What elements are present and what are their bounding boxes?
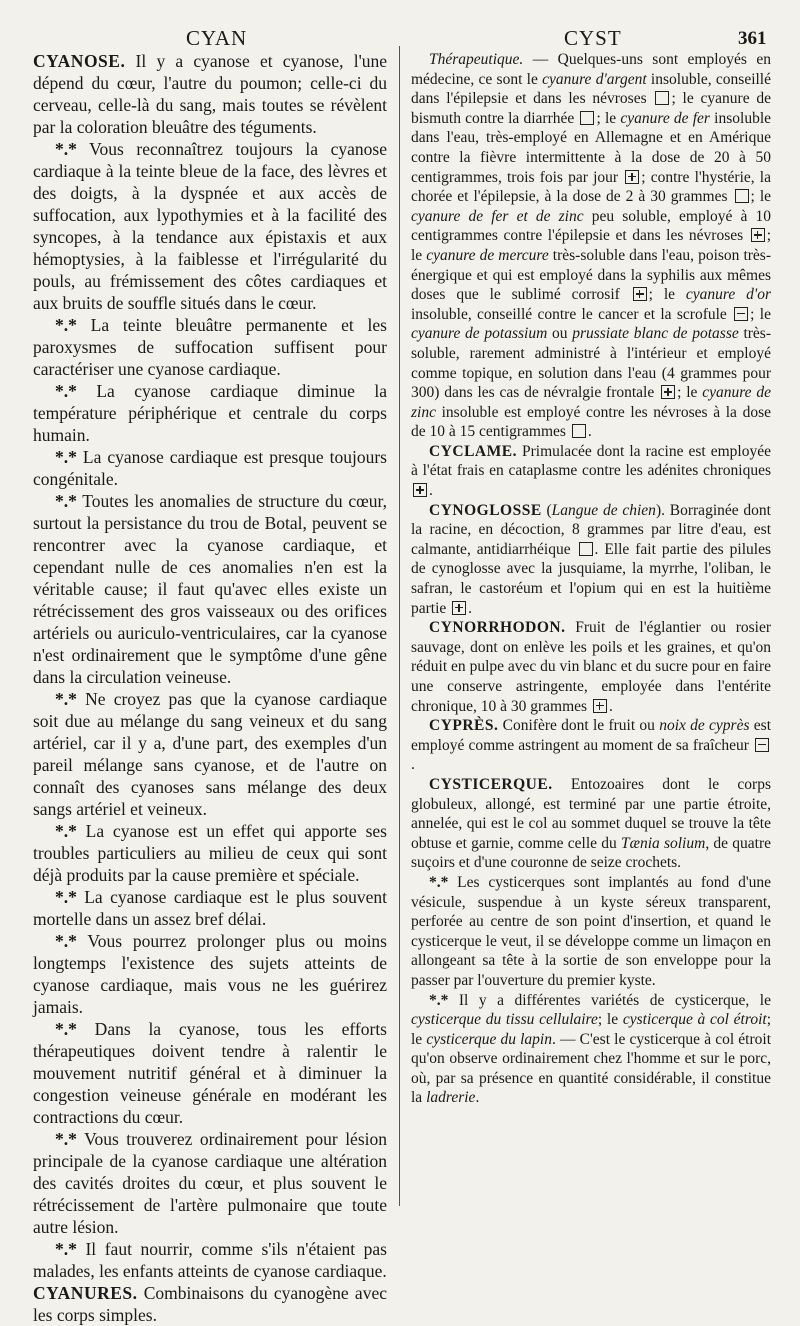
entry-paragraph: [33, 314, 387, 380]
page-number: 361: [738, 28, 767, 49]
asterism-marker: *.*: [55, 887, 77, 907]
entry-headword: CYCLAME.: [429, 442, 517, 460]
italic-term: cyanure de potassium: [411, 325, 548, 343]
dose-square-symbol-icon: [572, 424, 586, 438]
asterism-marker: *.*: [55, 821, 77, 841]
paragraph-text: insoluble, conseillé contre le cancer et la scrofule: [411, 305, 733, 323]
entry-paragraph: [33, 1282, 387, 1326]
italic-term: ladrerie: [426, 1089, 476, 1107]
paragraph-text: ; le: [750, 188, 771, 206]
running-head-left: CYAN: [186, 26, 248, 50]
paragraph-text: très-soluble, rarement administré à l'intérieur et employé comme topique, en solution dans l'eau (4 grammes pour 300) dans les cas de névralgie frontale: [411, 325, 772, 402]
asterism-marker: *.*: [429, 991, 449, 1009]
paragraph-text: Combinaisons du cyanogène avec les corps simples.: [33, 1283, 387, 1325]
paragraph-text: ; contre l'hystérie, la chorée et l'épilepsie, à la dose de 2 à 30 grammes: [411, 168, 771, 206]
column-divider: [399, 46, 400, 1206]
paragraph-text: ; le: [597, 1011, 623, 1029]
italic-term: cyanure de zinc: [411, 384, 771, 421]
italic-term: cysticerque du lapin: [426, 1030, 552, 1048]
cysticerque-paragraph: [411, 873, 771, 991]
dose-square-symbol-icon: [580, 111, 594, 125]
entry-paragraph: [33, 930, 387, 1018]
dose-plus-symbol-icon: [625, 170, 639, 184]
paragraph-text: Il y a différentes variétés de cysticerque, le: [448, 991, 771, 1009]
asterism-marker: *.*: [55, 315, 77, 335]
paragraph-text: .: [608, 697, 613, 715]
paragraph-text: ; le: [677, 384, 703, 402]
paragraph-text: ; le: [411, 1011, 771, 1048]
entry-paragraph: [33, 820, 387, 886]
paragraph-text: peu soluble, employé à 10 centigrammes contre l'épilepsie et dans les névroses: [411, 207, 772, 245]
entry-cynoglosse: [411, 501, 771, 619]
entry-cysticerque: [411, 775, 771, 873]
paragraph-text: Il faut nourrir, comme s'ils n'étaient pas malades, les enfants atteints de cyanose cardiaque.: [33, 1239, 387, 1281]
italic-term: Thérapeutique.: [429, 51, 524, 68]
paragraph-text: La cyanose est un effet qui apporte ses troubles particuliers au milieu de ceux qui sont déjà produits par la cause première et spéciale.: [33, 821, 387, 885]
entry-headword: CYNOGLOSSE: [429, 501, 542, 519]
entry-paragraph: [33, 1018, 387, 1128]
entry-paragraph: [33, 886, 387, 930]
asterism-marker: *.*: [55, 491, 77, 511]
paragraph-text: ; le: [596, 109, 621, 127]
therapeutique-paragraph: [411, 50, 771, 442]
paragraph-text: — Quelques-uns sont employés en médecine, ce sont le: [411, 51, 771, 88]
dose-minus-symbol-icon: [734, 307, 748, 321]
paragraph-text: Dans la cyanose, tous les efforts thérapeutiques doivent tendre à ralentir le mouvement nutritif général et à diminuer la congestion veineuse générale en modérant les contractions du cœur.: [33, 1019, 387, 1127]
paragraph-text: .: [468, 599, 473, 617]
italic-term: cyanure d'argent: [542, 70, 647, 88]
italic-term: cyanure d'or: [685, 286, 771, 304]
paragraph-text: Vous reconnaîtrez toujours la cyanose cardiaque à la teinte bleue de la face, des lèvres et des doigts, à la dyspnée et aux accès de suffocation, aux lypothymies et à la facilité des syncopes, à la tendance aux épistaxis et aux hémoptysies, à la faiblesse et l'irrégularité du pouls, au frémissement des côtes cardiaques et aux bruits de souffle situés dans le cœur.: [33, 139, 387, 313]
paragraph-text: insoluble est employé contre les névroses à la dose de 10 à 15 centigrammes: [411, 403, 771, 441]
asterism-marker: *.*: [55, 689, 77, 709]
running-head-right: CYST: [564, 26, 622, 50]
entry-paragraph: [33, 1128, 387, 1238]
entry-paragraph: [33, 380, 387, 446]
italic-term: cyanure de fer et de zinc: [411, 207, 584, 225]
paragraph-text: , de quatre suçoirs et d'une couronne de seize crochets.: [411, 834, 771, 872]
left-column: [33, 50, 387, 1326]
entry-paragraph: [33, 688, 387, 820]
paragraph-text: La cyanose cardiaque diminue la température périphérique et centrale du corps humain.: [33, 381, 387, 445]
dose-plus-symbol-icon: [452, 601, 466, 615]
paragraph-text: La cyanose cardiaque est le plus souvent mortelle dans un assez bref délai.: [33, 887, 387, 929]
italic-term: Tænia solium: [620, 834, 706, 852]
paragraph-text: ; le: [648, 286, 686, 304]
italic-term: cysticerque à col étroit: [622, 1011, 767, 1029]
entry-cyclame: [411, 442, 771, 501]
dose-square-symbol-icon: [579, 542, 593, 556]
entry-cypres: [411, 716, 771, 775]
asterism-marker: *.*: [55, 1019, 77, 1039]
paragraph-text: Il y a cyanose et cyanose, l'une dépend du cœur, l'autre du poumon; celle-ci du cerveau, celle-là du sang, mais toutes se révèlent par la coloration bleuâtre des téguments.: [33, 51, 387, 137]
asterism-marker: *.*: [55, 931, 77, 951]
entry-paragraph: [33, 50, 387, 138]
entry-paragraph: [33, 1238, 387, 1282]
italic-term: cyanure de mercure: [426, 246, 549, 264]
paragraph-text: Fruit de l'églantier ou rosier sauvage, dont on enlève les poils et les graines, et qu'on réduit en pulpe avec du vin blanc et du sucre pour en faire une conserve astringente, employée dans l'entérite chronique, 10 à 30 grammes: [411, 619, 771, 715]
right-column: [411, 50, 771, 1108]
paragraph-text: . — C'est le cysticerque à col étroit qu'on observe ordinairement chez l'homme et sur le porc, où, par sa présence en quantité considérable, il constitue la: [411, 1030, 772, 1107]
entry-headword: CYNORRHODON.: [429, 619, 566, 637]
paragraph-text: Entozoaires dont le corps globuleux, allongé, est terminé par une partie étroite, annelée, qui est le col au sommet duquel se trouve la tête obtuse et garnie, comme celle du: [411, 775, 771, 852]
italic-term: noix de cyprès: [659, 717, 750, 735]
italic-term: cyanure de fer: [620, 109, 710, 127]
dose-plus-symbol-icon: [633, 287, 647, 301]
paragraph-text: .: [429, 482, 433, 500]
paragraph-text: Vous pourrez prolonger plus ou moins longtemps l'existence des sujets atteints de cyanose cardiaque, mais vous ne les guérirez jamais.: [33, 931, 387, 1017]
dose-square-symbol-icon: [655, 91, 669, 105]
paragraph-text: ; le cyanure de bismuth contre la diarrhée: [411, 90, 771, 127]
paragraph-text: très-soluble dans l'eau, poison très-énergique et qui est employé dans la syphilis aux mêmes doses que le sublimé corrosif: [411, 246, 771, 304]
entry-paragraph: [33, 490, 387, 688]
paragraph-text: . Elle fait partie des pilules de cynoglosse avec la jusquiame, la myrrhe, l'oliban, le safran, le castoréum et l'opium qui en est la huitième partie: [411, 540, 771, 617]
asterism-marker: *.*: [55, 447, 77, 467]
paragraph-text: insoluble, conseillé dans l'épilepsie et dans les névroses: [411, 70, 771, 108]
italic-term: prussiate blanc de potasse: [572, 325, 739, 343]
asterism-marker: *.*: [55, 381, 77, 401]
entry-paragraph: [33, 446, 387, 490]
asterism-marker: *.*: [55, 1239, 77, 1259]
entry-headword: CYANURES.: [33, 1283, 138, 1303]
paragraph-text: Ne croyez pas que la cyanose cardiaque soit due au mélange du sang veineux et du sang artériel, car il y a, d'une part, des exemples d'un pareil mélange sans cyanose, et de l'autre on connaît des cyanoses sans mélange des deux sangs artériel et veineux.: [33, 689, 387, 819]
paragraph-text: ; le: [750, 305, 771, 323]
dose-plus-symbol-icon: [413, 483, 427, 497]
entry-paragraph: [33, 138, 387, 314]
paragraph-text: ou: [547, 325, 573, 343]
paragraph-text: insoluble dans l'eau, très-employé en Allemagne et en Amérique contre la fièvre intermittente à la dose de 20 à 50 centigrammes, trois fois par jour: [411, 109, 772, 186]
paragraph-text: (: [541, 501, 552, 519]
paragraph-text: Toutes les anomalies de structure du cœur, surtout la persistance du trou de Botal, peuvent se rencontrer avec la cyanose cardiaque, et cependant nulle de ces anomalies n'en est la véritable cause; il faut qu'avec elles existe un rétrécissement des gros vaisseaux ou des orifices artériels ou auriculo-ventriculaires, car la cyanose n'est ordinairement que le symptôme d'une gêne dans la circulation veineuse.: [33, 491, 387, 687]
asterism-marker: *.*: [55, 1129, 77, 1149]
dose-plus-symbol-icon: [751, 228, 765, 242]
asterism-marker: *.*: [55, 139, 77, 159]
paragraph-text: Les cysticerques sont implantés au fond d'une vésicule, suspendue à un kyste séreux transparent, perforée au centre de son point d'insertion, et quand le cysticerque le veut, il se développe comme un limaçon en allongeant sa tête à la sortie de son enveloppe pour la passer par l'ouverture du premier kyste.: [411, 873, 771, 989]
dose-plus-symbol-icon: [661, 385, 675, 399]
paragraph-text: Primulacée dont la racine est employée à l'état frais en cataplasme contre les adénites chroniques: [411, 442, 771, 480]
paragraph-text: ). Borraginée dont la racine, en décoction, 8 grammes par litre d'eau, est calmante, antidiarrhéique: [411, 501, 771, 558]
paragraph-text: Vous trouverez ordinairement pour lésion principale de la cyanose cardiaque une altération des cavités droites du cœur, et plus souvent le rétrécissement de l'artère pulmonaire que toute autre lésion.: [33, 1129, 387, 1237]
paragraph-text: Conifère dont le fruit ou: [498, 717, 660, 735]
paragraph-text: .: [587, 423, 592, 441]
italic-term: cysticerque du tissu cellulaire: [411, 1011, 598, 1029]
paragraph-text: La cyanose cardiaque est presque toujours congénitale.: [33, 447, 387, 489]
entry-cynorrhodon: [411, 618, 771, 716]
italic-term: Langue de chien: [551, 501, 656, 519]
entry-headword: CYSTICERQUE.: [429, 775, 553, 793]
paragraph-text: est employé comme astringent au moment de sa fraîcheur: [411, 717, 772, 754]
paragraph-text: La teinte bleuâtre permanente et les paroxysmes de suffocation suffisent pour caractériser une cyanose cardiaque.: [33, 315, 387, 379]
entry-headword: CYANOSE.: [33, 51, 126, 71]
dose-minus-symbol-icon: [755, 738, 769, 752]
dose-plus-symbol-icon: [593, 699, 607, 713]
asterism-marker: *.*: [429, 873, 449, 891]
paragraph-text: .: [411, 756, 415, 774]
paragraph-text: .: [475, 1089, 480, 1107]
paragraph-text: ; le: [411, 227, 771, 264]
cysticerque-paragraph: [411, 991, 771, 1109]
entry-headword: CYPRÈS.: [429, 717, 499, 735]
dose-square-symbol-icon: [735, 189, 749, 203]
